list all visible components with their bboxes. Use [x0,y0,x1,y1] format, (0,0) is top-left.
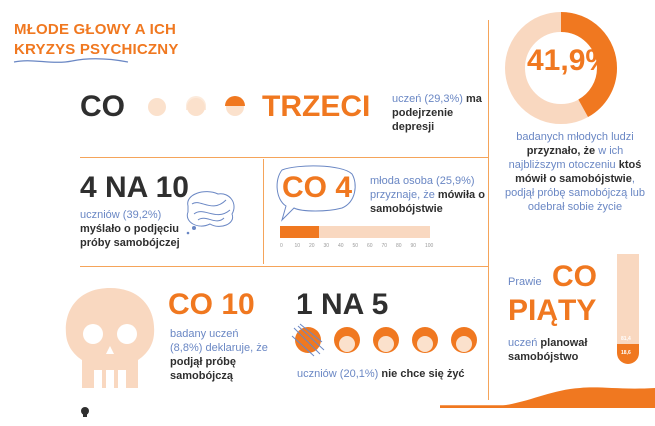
title-line-2: KRYZYS PSYCHICZNY [14,41,179,58]
block6-text [500,130,650,214]
progress-bar-track [280,226,430,238]
block1-co: CO [80,90,125,123]
block6-text-bold1: przyznało, że [526,145,596,157]
block7-text-pre: uczeń [508,337,538,349]
orange-heads-row [290,320,480,358]
axis-tick-label: 60 [367,243,373,249]
title-underline-scribble-icon [12,56,130,66]
progress-bar-fill [280,226,319,238]
block6-text-mid: w ich najbliższym otoczeniu [508,145,624,171]
divider-1 [80,157,488,158]
divider-4 [488,20,489,400]
block4-text [170,327,270,383]
bar1-label: 81,4 [621,335,631,342]
axis-tick-label: 100 [425,243,434,249]
axis-tick-label: 50 [352,243,359,249]
block6-text-bold2: ktoś mówił o samobójstwie [515,159,642,185]
head-2 [334,327,360,353]
block2-text-bold: myślało o podjęciu próby samobójczej [80,223,180,249]
block7-big1: CO [552,260,597,293]
head-icon-2 [186,96,206,116]
block2-text [80,208,205,250]
block3-text [370,174,485,216]
head-4 [412,327,438,353]
axis-tick-label: 0 [280,243,283,249]
block4-big: CO 10 [168,288,255,321]
skull-small-icon [80,407,90,417]
skull-icon [60,284,160,392]
head-icon-1 [148,98,166,116]
bar-81-4 [617,254,639,344]
block4-text-pre: badany uczeń (8,8%) deklaruje, że [170,328,268,354]
block7-big2: PIĄTY [508,294,597,327]
head-3 [373,327,399,353]
title-line-1: MŁODE GŁOWY A ICH [14,21,177,38]
axis-tick-label: 10 [294,243,301,249]
block3-big: CO 4 [282,171,353,204]
bar-group [617,254,639,364]
axis-tick-label: 70 [381,243,388,249]
block5-text-bold: nie chce się żyć [381,368,465,380]
page-title [14,20,179,60]
axis-tick-label: 30 [323,243,330,249]
block5-text-pre: uczniów (20,1%) [297,368,379,380]
divider-3 [80,266,488,267]
block1-text [392,92,484,134]
head-icon-3-highlighted [225,96,245,116]
block4-text-bold: podjął próbę samobójczą [170,356,236,382]
head-icons-row [143,92,261,122]
donut-value-label: 41,9% [527,44,613,77]
block6-text-pre: badanych młodych ludzi [516,131,634,143]
block3-text-pre: młoda osoba (25,9%) przyznaje, że [370,175,475,201]
block2-big: 4 NA 10 [80,171,189,204]
axis-tick-label: 40 [338,243,344,249]
block7-text-bold: planował samobójstwo [508,337,588,363]
head-5 [451,327,477,353]
bar-18-6 [617,344,639,364]
axis-tick-label: 80 [396,243,402,249]
bottom-wave-decoration [440,378,655,408]
divider-2 [263,159,264,264]
axis-tick-label: 20 [309,243,315,249]
block3-text-bold: mówiła o samobójstwie [370,189,485,215]
progress-bar-axis [280,243,434,251]
block5-big: 1 NA 5 [296,288,389,321]
block2-text-pre: uczniów (39,2%) [80,209,162,221]
axis-tick-label: 90 [410,243,417,249]
block7-text [508,336,608,364]
block1-trzeci: TRZECI [262,90,371,123]
block1-text-bold: ma podejrzenie depresji [392,93,482,133]
block1-text-pre: uczeń (29,3%) [392,93,463,105]
head-scribbled [292,324,324,356]
bar2-label: 18,6 [621,349,631,356]
block6-text-post: , podjął próbę samobójczą lub odebrał sobie życie [504,173,646,213]
block7-prawie: Prawie [508,276,542,288]
